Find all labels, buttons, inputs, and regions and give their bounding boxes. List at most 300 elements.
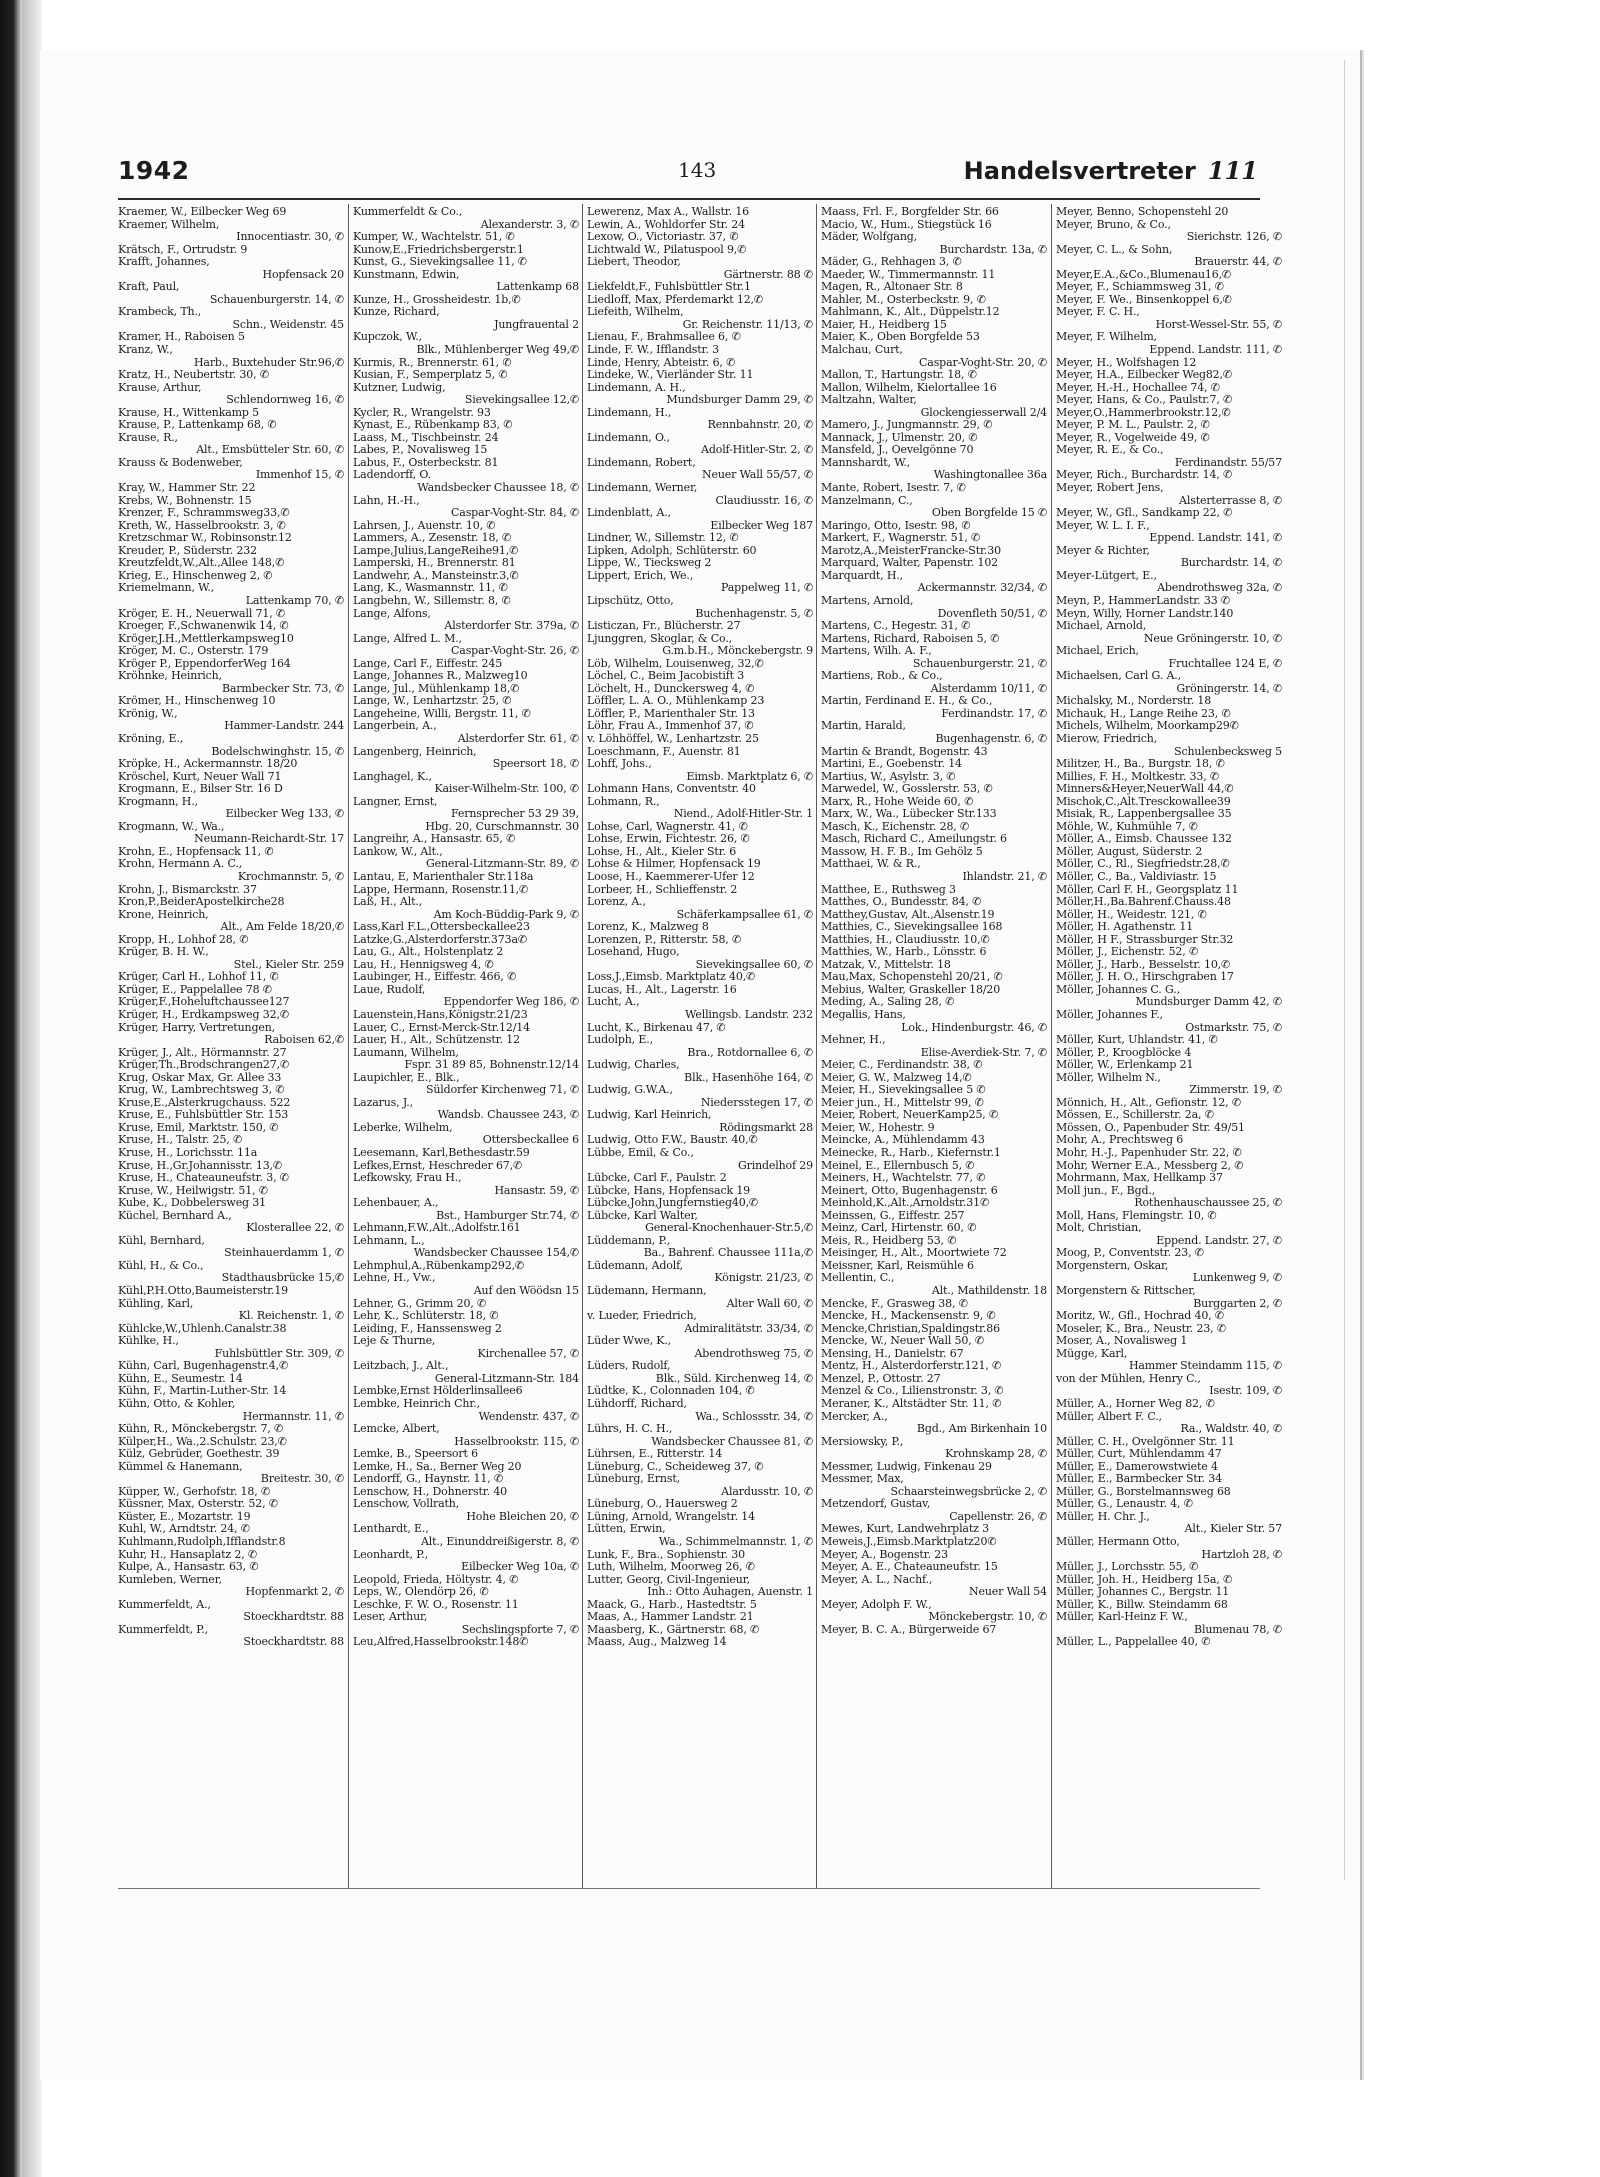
directory-entry: Michael, Arnold,: [1056, 620, 1147, 633]
directory-entry: Pappelweg 11, ✆: [721, 582, 813, 595]
directory-entry: Lammers, A., Zesenstr. 18, ✆: [353, 532, 512, 545]
directory-entry: Möller, Carl F. H., Georgsplatz 11: [1056, 883, 1239, 896]
directory-entry: Lemke, B., Speersort 6: [353, 1448, 478, 1461]
directory-entry: Blk., Hasenhöhe 164, ✆: [684, 1071, 813, 1084]
directory-entry: Meinhold,K.,Alt.,Arnoldstr.31✆: [821, 1197, 990, 1210]
directory-entry: Meyer, H.A., Eilbecker Weg82,✆: [1056, 369, 1232, 382]
directory-entry: Meyer,E.A.,&Co.,Blumenau16,✆: [1056, 268, 1232, 281]
directory-entry: Meyer, F. Wilhelm,: [1056, 331, 1157, 344]
directory-entry: Ra., Waldstr. 40, ✆: [1180, 1423, 1282, 1436]
directory-entry: Mallon, Wilhelm, Kielortallee 16: [821, 381, 997, 394]
directory-entry: Kunze, H., Grossheidestr. 1b,✆: [353, 293, 521, 306]
directory-entry: Kretzschmar W., Robinsonstr.12: [118, 532, 292, 545]
directory-entry: Bra., Rotdornallee 6, ✆: [687, 1046, 813, 1059]
directory-entry: Küpper, W., Gerhofstr. 18, ✆: [118, 1485, 271, 1498]
directory-entry: Lange, Johannes R., Malzweg10: [353, 670, 528, 683]
directory-entry: Eppend. Landstr. 27, ✆: [1156, 1234, 1282, 1247]
column-divider: [1051, 204, 1052, 1888]
directory-entry: Hansastr. 59, ✆: [494, 1184, 579, 1197]
directory-entry: Lantau, E, Marienthaler Str.118a: [353, 870, 534, 883]
directory-entry: Kühlcke,W.,Uhlenh.Canalstr.38: [118, 1322, 287, 1335]
directory-entry: Wellingsb. Landstr. 232: [685, 1009, 813, 1021]
directory-entry: Martens, Wilh. A. F.,: [821, 645, 932, 658]
directory-entry: Kutzner, Ludwig,: [353, 381, 446, 394]
directory-entry: Möller, Kurt, Uhlandstr. 41, ✆: [1056, 1034, 1218, 1047]
directory-entry: Krause, Arthur,: [118, 381, 202, 394]
directory-entry: Krüger, J., Alt., Hörmannstr. 27: [118, 1046, 287, 1059]
directory-entry: Lembke, Heinrich Chr.,: [353, 1397, 480, 1410]
directory-entry: Meyer, Robert Jens,: [1056, 482, 1164, 495]
directory-entry: Martius, W., Asylstr. 3, ✆: [821, 770, 956, 783]
directory-entry: Müller, Karl-Heinz F. W.,: [1056, 1611, 1188, 1624]
directory-entry: Losehand, Hugo,: [587, 946, 680, 959]
directory-entry: Inh.: Otto Auhagen, Auenstr. 1: [647, 1586, 813, 1599]
directory-entry: Hammer-Landstr. 244: [224, 720, 344, 733]
directory-entry: Neumann-Reichardt-Str. 17: [194, 833, 344, 846]
directory-entry: Meincke, A., Mühlendamm 43: [821, 1134, 985, 1147]
directory-entry: Kunstmann, Edwin,: [353, 268, 460, 281]
directory-entry: Müller, Joh. H., Heidberg 15a, ✆: [1056, 1573, 1233, 1586]
directory-entry: Moog, P., Conventstr. 23, ✆: [1056, 1247, 1204, 1260]
directory-entry: Bst., Hamburger Str.74, ✆: [436, 1209, 579, 1222]
directory-entry: Immenhof 15, ✆: [255, 469, 344, 482]
directory-entry: Lohmann Hans, Conventstr. 40: [587, 783, 756, 796]
directory-entry: Elise-Averdiek-Str. 7, ✆: [920, 1046, 1047, 1059]
directory-entry: Horst-Wessel-Str. 55, ✆: [1155, 318, 1282, 331]
directory-entry: Kreutzfeldt,W.,Alt.,Allee 148,✆: [118, 557, 285, 570]
directory-entry: Mannack, J., Ulmenstr. 20, ✆: [821, 431, 978, 444]
directory-entry: Lattenkamp 68: [496, 281, 579, 294]
directory-entry: Laumann, Wilhelm,: [353, 1046, 459, 1059]
directory-entry: Alt., Kieler Str. 57: [1184, 1523, 1282, 1536]
directory-entry: Eimsb. Marktplatz 6, ✆: [686, 770, 813, 783]
directory-entry: Alexanderstr. 3, ✆: [480, 218, 579, 231]
directory-entry: Lauer, C., Ernst-Merck-Str.12/14: [353, 1021, 530, 1034]
directory-entry: Möller, J. H. O., Hirschgraben 17: [1056, 971, 1234, 984]
directory-entry: Eppendorfer Weg 186, ✆: [443, 996, 579, 1009]
directory-entry: Kunst, G., Sievekingsallee 11, ✆: [353, 256, 527, 269]
directory-entry: Maier, K., Oben Borgfelde 53: [821, 331, 980, 344]
directory-entry: Kühl, Bernhard,: [118, 1234, 205, 1247]
directory-entry: Lexow, O., Victoriastr. 37, ✆: [587, 231, 739, 244]
header-rule: [118, 198, 1260, 200]
directory-entry: Abendrothsweg 32a, ✆: [1157, 582, 1282, 595]
directory-entry: Kühl,P.H.Otto,Baumeisterstr.19: [118, 1285, 289, 1298]
directory-entry: Wandsbecker Chaussee 154,✆: [413, 1247, 579, 1260]
directory-entry: Maltzahn, Walter,: [821, 394, 917, 407]
directory-entry: Mäder, G., Rehhagen 3, ✆: [821, 256, 962, 269]
directory-entry: Breitestr. 30, ✆: [260, 1473, 344, 1486]
directory-entry: Leser, Arthur,: [353, 1611, 428, 1624]
directory-entry: Müller, A., Horner Weg 82, ✆: [1056, 1397, 1215, 1410]
directory-entry: Mencke, H., Mackensenstr. 9, ✆: [821, 1310, 996, 1323]
directory-entry: Kropp, H., Lohhof 28, ✆: [118, 933, 249, 946]
directory-entry: Lütten, Erwin,: [587, 1523, 666, 1536]
directory-entry: G.m.b.H., Mönckebergstr. 9: [662, 645, 813, 658]
directory-entry: Glockengiesserwall 2/4: [920, 406, 1047, 419]
directory-entry: Leje & Thurne,: [353, 1335, 436, 1348]
directory-entry: Rödingsmarkt 28: [719, 1121, 813, 1134]
directory-entry: Krüger, Harry, Vertretungen,: [118, 1021, 275, 1034]
directory-entry: Kruse,E.,Alsterkrugchauss. 522: [118, 1096, 291, 1109]
directory-entry: Kröning, E.,: [118, 732, 184, 745]
directory-entry: Mansfeld, J., Oevelgönne 70: [821, 444, 974, 457]
directory-entry: Meding, A., Saling 28, ✆: [821, 996, 955, 1009]
directory-entry: Labus, F., Osterbeckstr. 81: [353, 456, 499, 469]
directory-entry: Caspar-Voght-Str. 84, ✆: [451, 507, 579, 520]
directory-entry: Mercker, A.,: [821, 1410, 888, 1423]
directory-entry: General-Knochenhauer-Str.5,✆: [645, 1222, 813, 1235]
directory-entry: Müller, Curt, Mühlendamm 47: [1056, 1448, 1222, 1461]
directory-entry: Kühn, E., Seumestr. 14: [118, 1372, 243, 1385]
directory-entry: Martin & Brandt, Bogenstr. 43: [821, 745, 988, 758]
directory-entry: Mundsburger Damm 42, ✆: [1135, 996, 1282, 1009]
directory-entry: Capellenstr. 26, ✆: [949, 1510, 1047, 1523]
directory-entry: Lohse & Hilmer, Hopfensack 19: [587, 858, 761, 871]
directory-entry: Leonhardt, P.,: [353, 1548, 428, 1561]
directory-entry: Möller, Johannes C. G.,: [1056, 983, 1180, 996]
directory-entry: Lorbeer, H., Schlieffenstr. 2: [587, 883, 738, 896]
directory-entry: Jungfrauental 2: [494, 318, 579, 331]
directory-entry: v. Löhhöffel, W., Lenhartzstr. 25: [587, 732, 759, 745]
directory-entry: Matthaei, W. & R.,: [821, 858, 921, 871]
directory-entry: Am Koch-Büddig-Park 9, ✆: [433, 908, 579, 921]
directory-entry: Lankow, W., Alt.,: [353, 845, 443, 858]
directory-entry: Kray, W., Hammer Str. 22: [118, 482, 256, 495]
directory-entry: Süldorfer Kirchenweg 71, ✆: [425, 1084, 579, 1097]
directory-entry: Washingtonallee 36a: [933, 469, 1047, 482]
directory-entry: Kraft, Paul,: [118, 281, 180, 294]
directory-entry: Lichtwald W., Pilatuspool 9,✆: [587, 243, 747, 256]
directory-entry: Maeder, W., Timmermannstr. 11: [821, 268, 996, 281]
directory-entry: Mundsburger Damm 29, ✆: [666, 394, 813, 407]
directory-entry: Leesemann, Karl,Bethesdastr.59: [353, 1147, 530, 1160]
directory-entry: Lindner, W., Sillemstr. 12, ✆: [587, 532, 739, 545]
directory-entry: Ba., Bahrenf. Chaussee 111a,✆: [643, 1247, 813, 1260]
directory-entry: Langner, Ernst,: [353, 795, 438, 808]
scan-left-shadow: [22, 0, 42, 2177]
directory-entry: Luth, Wilhelm, Moorweg 26, ✆: [587, 1561, 755, 1574]
directory-entry: Lehmann,F.W.,Alt.,Adolfstr.161: [353, 1222, 521, 1235]
directory-entry: Leschke, F. W. O., Rosenstr. 11: [353, 1598, 519, 1611]
directory-entry: Kroeger, F.,Schwanenwik 14, ✆: [118, 620, 289, 633]
directory-entry: Ferdinandstr. 17, ✆: [941, 707, 1047, 720]
directory-entry: Möller, J., Harb., Besselstr. 10,✆: [1056, 958, 1231, 971]
directory-entry: Lok., Hindenburgstr. 46, ✆: [901, 1021, 1047, 1034]
directory-entry: Lutter, Georg, Civil-Ingenieur,: [587, 1573, 750, 1586]
directory-entry: Lucht, A.,: [587, 996, 640, 1009]
directory-entry: v. Lueder, Friedrich,: [587, 1310, 697, 1323]
directory-entry: Landwehr, A., Mansteinstr.3,✆: [353, 569, 519, 582]
directory-entry: Meyer, Bruno, & Co.,: [1056, 218, 1171, 231]
directory-entry: Krafft, Johannes,: [118, 256, 210, 269]
directory-entry: Wandsbecker Chaussee 81, ✆: [651, 1435, 813, 1448]
directory-entry: Messmer, Max,: [821, 1473, 904, 1486]
directory-entry: Marx, W., Wa., Lübecker Str.133: [821, 808, 997, 821]
directory-entry: Meyer, R., Vogelweide 49, ✆: [1056, 431, 1210, 444]
directory-entry: Stoeckhardtstr. 88: [243, 1636, 344, 1649]
directory-entry: Magen, R., Altonaer Str. 8: [821, 281, 963, 294]
directory-entry: Langeheine, Willi, Bergstr. 11, ✆: [353, 707, 531, 720]
directory-entry: Müller, K., Billw. Steindamm 68: [1056, 1598, 1228, 1611]
directory-entry: Kraemer, Wilhelm,: [118, 218, 220, 231]
directory-entry: Küssner, Max, Osterstr. 52, ✆: [118, 1498, 278, 1511]
directory-entry: Lappe, Hermann, Rosenstr.11,✆: [353, 883, 529, 896]
directory-entry: Meyer-Lütgert, E.,: [1056, 569, 1157, 582]
directory-entry: Leitzbach, J., Alt.,: [353, 1360, 449, 1373]
directory-entry: Kühn, F., Martin-Luther-Str. 14: [118, 1385, 287, 1398]
directory-entry: Krätsch, F., Ortrudstr. 9: [118, 243, 248, 256]
directory-entry: Dovenfleth 50/51, ✆: [937, 607, 1047, 620]
directory-entry: Kycler, R., Wrangelstr. 93: [353, 406, 491, 419]
directory-entry: Lau, H., Hennigsweg 4, ✆: [353, 958, 494, 971]
directory-entry: Krenzer, F., Schrammsweg33,✆: [118, 507, 290, 520]
directory-entry: Külz, Gebrüder, Goethestr. 39: [118, 1448, 280, 1461]
directory-entry: Krone, Heinrich,: [118, 908, 209, 921]
directory-entry: Mewes, Kurt, Landwehrplatz 3: [821, 1523, 989, 1536]
directory-entry: von der Mühlen, Henry C.,: [1056, 1372, 1201, 1385]
directory-entry: Mamero, J., Jungmannstr. 29, ✆: [821, 419, 993, 432]
directory-entry: Steinhauerdamm 1, ✆: [224, 1247, 344, 1260]
directory-entry: Meyn, Willy, Horner Landstr.140: [1056, 607, 1234, 620]
directory-entry: Lucht, K., Birkenau 47, ✆: [587, 1021, 726, 1034]
directory-entry: Labes, P., Novalisweg 15: [353, 444, 488, 457]
directory-entry: Laubinger, H., Eiffestr. 466, ✆: [353, 971, 517, 984]
directory-entry: Laue, Rudolf,: [353, 983, 426, 996]
directory-entry: Meissner, Karl, Reismühle 6: [821, 1259, 974, 1272]
directory-column-2: [353, 206, 579, 1888]
directory-entry: Gärtnerstr. 88 ✆: [723, 268, 813, 281]
directory-entry: Lange, W., Lenhartzstr. 25, ✆: [353, 695, 512, 708]
directory-entry: Fruchtallee 124 E, ✆: [1168, 657, 1282, 670]
directory-entry: Maasberg, K., Gärtnerstr. 68, ✆: [587, 1623, 760, 1636]
directory-entry: Lüder Wwe, K.,: [587, 1335, 672, 1348]
directory-entry: Martiens, Rob., & Co.,: [821, 670, 943, 683]
directory-entry: Lembke,Ernst Hölderlinsallee6: [353, 1385, 523, 1398]
directory-entry: Löffler, P., Marienthaler Str. 13: [587, 707, 755, 720]
directory-entry: Möller, H., Weidestr. 121, ✆: [1056, 908, 1207, 921]
directory-entry: Loose, H., Kaemmerer-Ufer 12: [587, 870, 755, 883]
directory-entry: Macio, W., Hum., Stiegstück 16: [821, 218, 992, 231]
directory-entry: Möller, Johannes F.,: [1056, 1009, 1163, 1021]
directory-entry: Ludwig, G.W.A.,: [587, 1084, 673, 1097]
directory-entry: Meyer, Rich., Burchardstr. 14, ✆: [1056, 469, 1233, 482]
directory-entry: Lübcke,John,Jungfernstieg40,✆: [587, 1197, 759, 1210]
directory-entry: Liebert, Theodor,: [587, 256, 681, 269]
directory-entry: Laass, M., Tischbeinstr. 24: [353, 431, 499, 444]
directory-entry: Krauss & Bodenweber,: [118, 456, 243, 469]
directory-entry: Lehmphul,A.,Rübenkamp292,✆: [353, 1259, 524, 1272]
directory-entry: Meier, G. W., Malzweg 14,✆: [821, 1071, 972, 1084]
directory-entry: Königstr. 21/23, ✆: [714, 1272, 813, 1285]
directory-entry: Meisinger, H., Alt., Moortwiete 72: [821, 1247, 1007, 1260]
directory-entry: Lange, Alfons,: [353, 607, 431, 620]
page-edge-line: [1344, 60, 1345, 1880]
directory-entry: Rothenhauschaussee 25, ✆: [1134, 1197, 1282, 1210]
directory-entry: Meier, C., Ferdinandstr. 38, ✆: [821, 1059, 983, 1072]
directory-entry: Martin, Harald,: [821, 720, 906, 733]
directory-entry: Krug, Oskar Max, Gr. Allee 33: [118, 1071, 282, 1084]
directory-entry: Krause, P., Lattenkamp 68, ✆: [118, 419, 277, 432]
directory-entry: Martini, E., Goebenstr. 14: [821, 758, 962, 771]
directory-entry: Kramer, H., Raboisen 5: [118, 331, 245, 344]
directory-entry: Kummerfeldt, P.,: [118, 1623, 209, 1636]
directory-entry: Marquard, Walter, Papenstr. 102: [821, 557, 999, 570]
directory-entry: Löchelt, H., Dunckersweg 4, ✆: [587, 682, 755, 695]
directory-entry: Lindemann, Robert,: [587, 456, 696, 469]
directory-entry: Kuhl, W., Arndtstr. 24, ✆: [118, 1523, 250, 1536]
directory-column-4: [821, 206, 1047, 1888]
directory-entry: Mensing, H., Danielstr. 67: [821, 1347, 964, 1360]
directory-entry: Messmer, Ludwig, Finkenau 29: [821, 1460, 992, 1473]
directory-entry: Schlendornweg 16, ✆: [226, 394, 344, 407]
directory-entry: Kusian, F., Semperplatz 5, ✆: [353, 369, 508, 382]
directory-entry: Lampe,Julius,LangeReihe91,✆: [353, 544, 519, 557]
directory-entry: Maringo, Otto, Isestr. 98, ✆: [821, 519, 971, 532]
directory-entry: Lübcke, Karl Walter,: [587, 1209, 698, 1222]
directory-entry: Matthee, E., Ruthsweg 3: [821, 883, 956, 896]
directory-entry: Kurmis, R., Brennerstr. 61, ✆: [353, 356, 512, 369]
directory-entry: Lindemann, Werner,: [587, 482, 698, 495]
directory-entry: Kube, K., Dobbelersweg 31: [118, 1197, 266, 1210]
directory-entry: Kriemelmann, W.,: [118, 582, 215, 595]
directory-entry: Kynast, E., Rübenkamp 83, ✆: [353, 419, 513, 432]
directory-entry: Moll jun., F., Bgd.,: [1056, 1184, 1156, 1197]
directory-entry: Blk., Mühlenberger Weg 49,✆: [416, 344, 579, 357]
directory-entry: Meyer, W. L. I. F.,: [1056, 519, 1150, 532]
directory-entry: Mersiowsky, P.,: [821, 1435, 904, 1448]
directory-entry: Alsterdamm 10/11, ✆: [930, 682, 1047, 695]
directory-entry: Lehne, H., Vw.,: [353, 1272, 436, 1285]
directory-entry: Kruse, H., Talstr. 25, ✆: [118, 1134, 243, 1147]
directory-entry: Lindemann, O.,: [587, 431, 670, 444]
directory-entry: Admiralitätstr. 33/34, ✆: [684, 1322, 813, 1335]
directory-entry: Lüneburg, O., Hauersweg 2: [587, 1498, 738, 1511]
directory-entry: Eilbecker Weg 187: [710, 519, 813, 532]
directory-entry: Mohr, H.-J., Papenhuder Str. 22, ✆: [1056, 1147, 1242, 1160]
directory-entry: Meyer, H.-H., Hochallee 74, ✆: [1056, 381, 1220, 394]
directory-entry: Marx, R., Hohe Weide 60, ✆: [821, 795, 974, 808]
directory-entry: Kruse, Emil, Marktstr. 150, ✆: [118, 1121, 279, 1134]
directory-entry: Matzak, V., Mittelstr. 18: [821, 958, 951, 971]
directory-entry: Eilbecker Weg 133, ✆: [225, 808, 344, 821]
directory-entry: Meyer, Hans, & Co., Paulstr.7, ✆: [1056, 394, 1233, 407]
directory-entry: Wa., Schimmelmannstr. 1, ✆: [658, 1535, 813, 1548]
directory-entry: Markert, F., Wagnerstr. 51, ✆: [821, 532, 981, 545]
directory-entry: Müller, Johannes C., Bergstr. 11: [1056, 1586, 1230, 1599]
directory-entry: Meyer & Richter,: [1056, 544, 1150, 557]
directory-entry: Meinel, E., Ellernbusch 5, ✆: [821, 1159, 975, 1172]
directory-entry: Caspar-Voght-Str. 26, ✆: [451, 645, 579, 658]
directory-entry: Ludwig, Otto F.W., Baustr. 40,✆: [587, 1134, 758, 1147]
directory-entry: Stoeckhardtstr. 88: [243, 1611, 344, 1624]
directory-entry: Molt, Christian,: [1056, 1222, 1142, 1235]
directory-entry: Barmbecker Str. 73, ✆: [221, 682, 344, 695]
directory-entry: Krömer, H., Hinschenweg 10: [118, 695, 276, 708]
directory-entry: Kumleben, Werner,: [118, 1573, 222, 1586]
directory-entry: Niedersstegen 17, ✆: [700, 1096, 813, 1109]
directory-entry: Lorenz, A.,: [587, 896, 646, 909]
directory-entry: Maass, Aug., Malzweg 14: [587, 1636, 727, 1649]
directory-entry: Burggarten 2, ✆: [1193, 1297, 1282, 1310]
directory-entry: Kl. Reichenstr. 1, ✆: [238, 1310, 344, 1323]
directory-entry: Adolf-Hitler-Str. 2, ✆: [701, 444, 813, 457]
directory-entry: Eppend. Landstr. 111, ✆: [1149, 344, 1282, 357]
directory-entry: Lenschow, Vollrath,: [353, 1498, 460, 1511]
directory-entry: Lenthardt, E.,: [353, 1523, 429, 1536]
directory-entry: Meyer, W., Gfl., Sandkamp 22, ✆: [1056, 507, 1233, 520]
directory-entry: Mencke, F., Grasweg 38, ✆: [821, 1297, 968, 1310]
directory-entry: Bgd., Am Birkenhain 10: [916, 1423, 1047, 1436]
directory-entry: Lendorff, G., Haynstr. 11, ✆: [353, 1473, 504, 1486]
directory-entry: Maass, Frl. F., Borgfelder Str. 66: [821, 206, 999, 218]
directory-entry: Lewin, A., Wohldorfer Str. 24: [587, 218, 745, 231]
directory-entry: Leu,Alfred,Hasselbrookstr.148✆: [353, 1636, 529, 1649]
directory-entry: Sechslingspforte 7, ✆: [461, 1623, 579, 1636]
directory-entry: Meier, H., Sievekingsallee 5 ✆: [821, 1084, 986, 1097]
directory-entry: Martin, Ferdinand E. H., & Co.,: [821, 695, 993, 708]
directory-entry: Neue Gröningerstr. 10, ✆: [1143, 632, 1282, 645]
directory-entry: Matthey,Gustav, Alt.,Alsenstr.19: [821, 908, 995, 921]
directory-entry: Lewerenz, Max A., Wallstr. 16: [587, 206, 750, 218]
directory-entry: Leopold, Frieda, Höltystr. 4, ✆: [353, 1573, 519, 1586]
directory-entry: Lefkowsky, Frau H.,: [353, 1172, 462, 1185]
directory-entry: Krogmann, W., Wa.,: [118, 820, 225, 833]
directory-entry: Abendrothsweg 75, ✆: [694, 1347, 813, 1360]
directory-entry: Langbehn, W., Sillemstr. 8, ✆: [353, 594, 511, 607]
directory-column-5: [1056, 206, 1282, 1888]
directory-entry: Gröningerstr. 14, ✆: [1176, 682, 1282, 695]
directory-column-3: [587, 206, 813, 1888]
directory-entry: Mellentin, C.,: [821, 1272, 895, 1285]
directory-entry: Listiczan, Fr., Blücherstr. 27: [587, 620, 741, 633]
directory-entry: Lehmann, L.,: [353, 1234, 425, 1247]
directory-entry: Krohnskamp 28, ✆: [945, 1448, 1047, 1461]
directory-entry: Krambeck, Th.,: [118, 306, 202, 319]
directory-entry: Krochmannstr. 5, ✆: [237, 870, 344, 883]
directory-entry: Wa., Schlossstr. 34, ✆: [695, 1410, 813, 1423]
directory-entry: Hbg. 20, Curschmannstr. 30: [425, 820, 579, 833]
directory-entry: Kühl, H., & Co.,: [118, 1259, 204, 1272]
directory-entry: Kulpe, A., Hansastr. 63, ✆: [118, 1561, 259, 1574]
directory-entry: Meis, R., Heidberg 53, ✆: [821, 1234, 957, 1247]
directory-entry: Müller, C. H., Ovelgönner Str. 11: [1056, 1435, 1235, 1448]
directory-entry: Möller, C., Ba., Valdiviastr. 15: [1056, 870, 1217, 883]
directory-entry: Minners&Heyer,NeuerWall 44,✆: [1056, 783, 1234, 796]
directory-entry: Meraner, K., Altstädter Str. 11, ✆: [821, 1397, 1002, 1410]
directory-entry: Rennbahnstr. 20, ✆: [707, 419, 813, 432]
directory-entry: Meyer, A. E., Chateauneufstr. 15: [821, 1561, 998, 1574]
directory-entry: Möller, Wilhelm N.,: [1056, 1071, 1161, 1084]
directory-entry: Meinz, Carl, Hirtenstr. 60, ✆: [821, 1222, 977, 1235]
directory-entry: Michauk, H., Lange Reihe 23, ✆: [1056, 707, 1231, 720]
directory-entry: Leiding, F., Hanssensweg 2: [353, 1322, 502, 1335]
directory-entry: Kröschel, Kurt, Neuer Wall 71: [118, 770, 282, 783]
directory-entry: Michalsky, M., Norderstr. 18: [1056, 695, 1212, 708]
directory-entry: Meweis,J.,Eimsb.Marktplatz20✆: [821, 1535, 997, 1548]
directory-entry: Oben Borgfelde 15 ✆: [931, 507, 1047, 520]
directory-entry: Morgenstern, Oskar,: [1056, 1259, 1169, 1272]
directory-entry: Harb., Buxtehuder Str.96,✆: [193, 356, 344, 369]
header-year: 1942: [118, 156, 190, 185]
directory-entry: Laß, H., Alt.,: [353, 896, 423, 909]
directory-entry: Lührsen, E., Ritterstr. 14: [587, 1448, 723, 1461]
directory-entry: Massow, H. F. B., Im Gehölz 5: [821, 845, 983, 858]
directory-entry: Megallis, Hans,: [821, 1009, 906, 1021]
directory-entry: Krause, H., Wittenkamp 5: [118, 406, 260, 419]
directory-entry: Kummerfeldt & Co.,: [353, 206, 463, 218]
directory-entry: Lange, Jul., Mühlenkamp 18,✆: [353, 682, 520, 695]
